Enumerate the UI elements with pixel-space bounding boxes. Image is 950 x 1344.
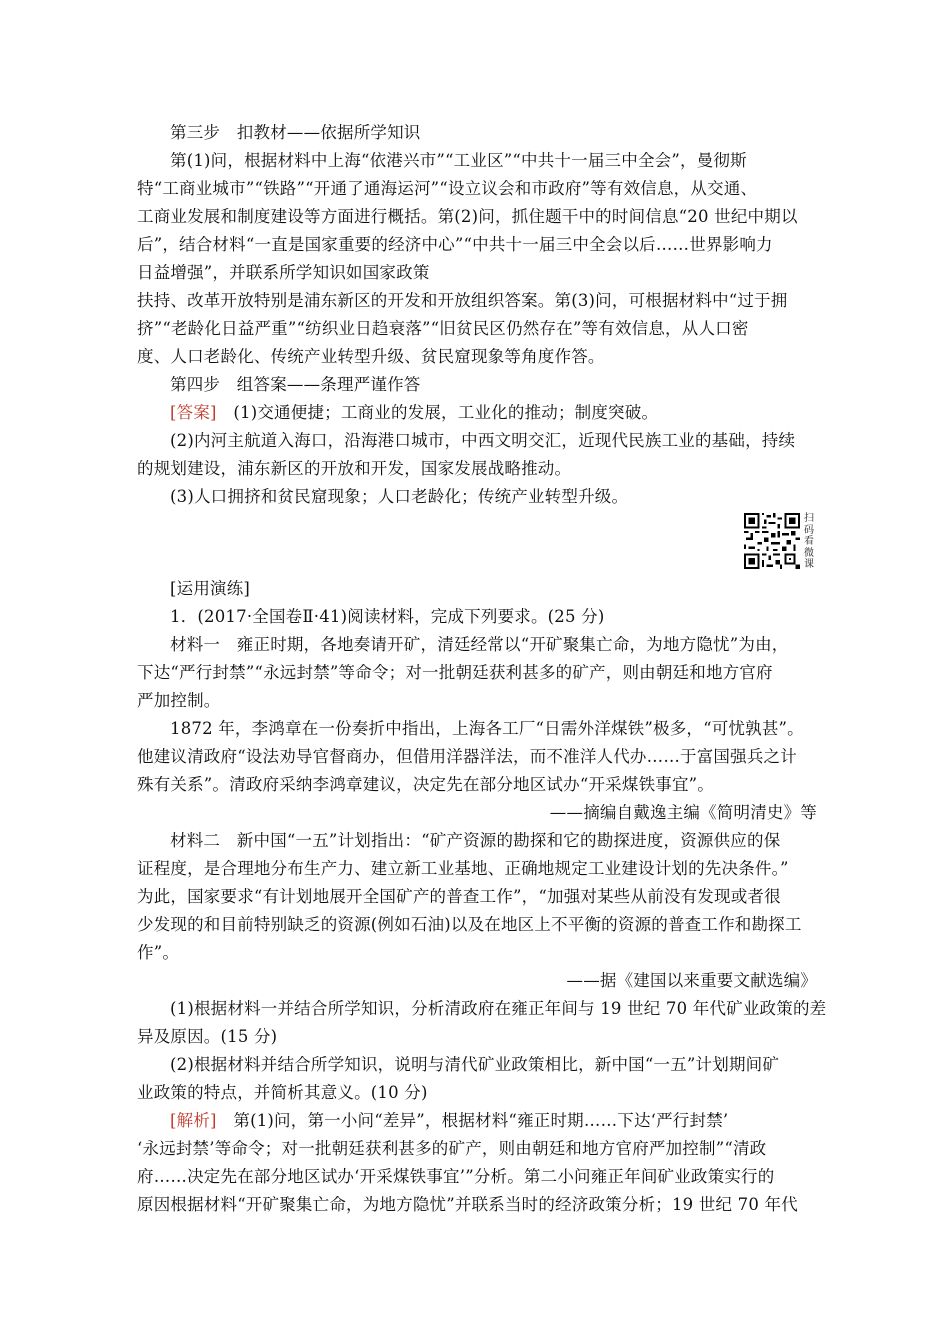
paragraph-line: 日益增强”，并联系所学知识如国家政策 [137,263,430,282]
answer-line [170,403,817,423]
analysis-tag: [解析] [170,1111,217,1130]
material-line: 1872 年，李鸿章在一份奏折中指出，上海各工厂“日需外洋煤铁”极多，“可忧孰甚”。 [170,719,804,738]
material-line: 下达“严行封禁”“永远封禁”等命令；对一批朝廷获利甚多的矿产，则由朝廷和地方官府 [137,663,773,682]
analysis-line: 原因根据材料“开矿聚集亡命，为地方隐忧”并联系当时的经济政策分析；19 世纪 70 年代 [137,1195,798,1214]
material-line: 为此，国家要求“有计划地展开全国矿产的普查工作”，“加强对某些从前没有发现或者很 [137,887,781,906]
sub-question-line: (2)根据材料并结合所学知识，说明与清代矿业政策相比，新中国“一五”计划期间矿 [170,1055,780,1074]
paragraph-line: 度、人口老龄化、传统产业转型升级、贫民窟现象等角度作答。 [137,347,605,366]
paragraph-line: 特“工商业城市”“铁路”“开通了通海运河”“设立议会和市政府”等有效信息，从交通、 [137,179,758,198]
material-line: 证程度，是合理地分布生产力、建立新工业基地、正确地规定工业建设计划的先决条件。” [137,859,789,878]
answer-tag: [答案] [170,403,217,422]
answer-line: (3)人口拥挤和贫民窟现象；人口老龄化；传统产业转型升级。 [170,487,629,506]
material-line: 材料一 雍正时期，各地奏请开矿，清廷经常以“开矿聚集亡命，为地方隐忧”为由， [170,635,789,654]
qr-caption: 扫码看微课 [804,513,814,570]
qr-code-icon[interactable] [744,513,800,569]
material-line: 严加控制。 [137,691,221,710]
analysis-text: 第(1)问，第一小问“差异”，根据材料“雍正时期……下达‘严行封禁’ [216,1111,729,1130]
answer-line: 的规划建设，浦东新区的开放和开发，国家发展战略推动。 [137,459,572,478]
analysis-line [170,1111,817,1131]
step3-heading: 第三步 扣教材——依据所学知识 [170,123,421,142]
sub-question-line: 业政策的特点，并简析其意义。(10 分) [137,1083,428,1102]
analysis-line: 府……决定先在部分地区试办‘开采煤铁事宜’”分析。第二小问雍正年间矿业政策实行的 [137,1167,775,1186]
analysis-line: ‘永远封禁’等命令；对一批朝廷获利甚多的矿产，则由朝廷和地方官府严加控制”“清政 [137,1139,767,1158]
material-line: 材料二 新中国“一五”计划指出：“矿产资源的勘探和它的勘探进度，资源供应的保 [170,831,781,850]
material-source: ——据《建国以来重要文献选编》 [566,971,817,990]
practice-heading: [运用演练] [170,579,251,598]
paragraph-line: 挤”“老龄化日益严重”“纺织业日趋衰落”“旧贫民区仍然存在”等有效信息，从人口密 [137,319,749,338]
sub-question-line: 异及原因。(15 分) [137,1027,278,1046]
material-line: 他建议清政府“设法劝导官督商办，但借用洋器洋法，而不准洋人代办……于富国强兵之计 [137,747,797,766]
material-line: 少发现的和目前特别缺乏的资源(例如石油)以及在地区上不平衡的资源的普查工作和勘探工 [137,915,802,934]
step4-heading: 第四步 组答案——条理严谨作答 [170,375,421,394]
material-line: 作”。 [137,943,180,962]
material-line: 殊有关系”。清政府采纳李鸿章建议，决定先在部分地区试办“开采煤铁事宜”。 [137,775,715,794]
answer-line: (2)内河主航道入海口，沿海港口城市，中西文明交汇，近现代民族工业的基础，持续 [170,431,796,450]
material-source: ——摘编自戴逸主编《简明清史》等 [549,803,817,822]
paragraph-line: 第(1)问，根据材料中上海“依港兴市”“工业区”“中共十一届三中全会”，曼彻斯 [170,151,747,170]
paragraph-line: 后”，结合材料“一直是国家重要的经济中心”“中共十一届三中全会以后……世界影响力 [137,235,773,254]
sub-question-line: (1)根据材料一并结合所学知识，分析清政府在雍正年间与 19 世纪 70 年代矿业政策的差 [170,999,827,1018]
answer-text: (1)交通便捷；工商业的发展，工业化的推动；制度突破。 [216,403,659,422]
paragraph-line: 工商业发展和制度建设等方面进行概括。第(2)问，抓住题干中的时间信息“20 世纪中期以 [137,207,798,226]
paragraph-line: 扶持、改革开放特别是浦东新区的开发和开放组织答案。第(3)问，可根据材料中“过于拥 [137,291,788,310]
question-title: 1．(2017·全国卷Ⅱ·41)阅读材料，完成下列要求。(25 分) [170,607,605,626]
